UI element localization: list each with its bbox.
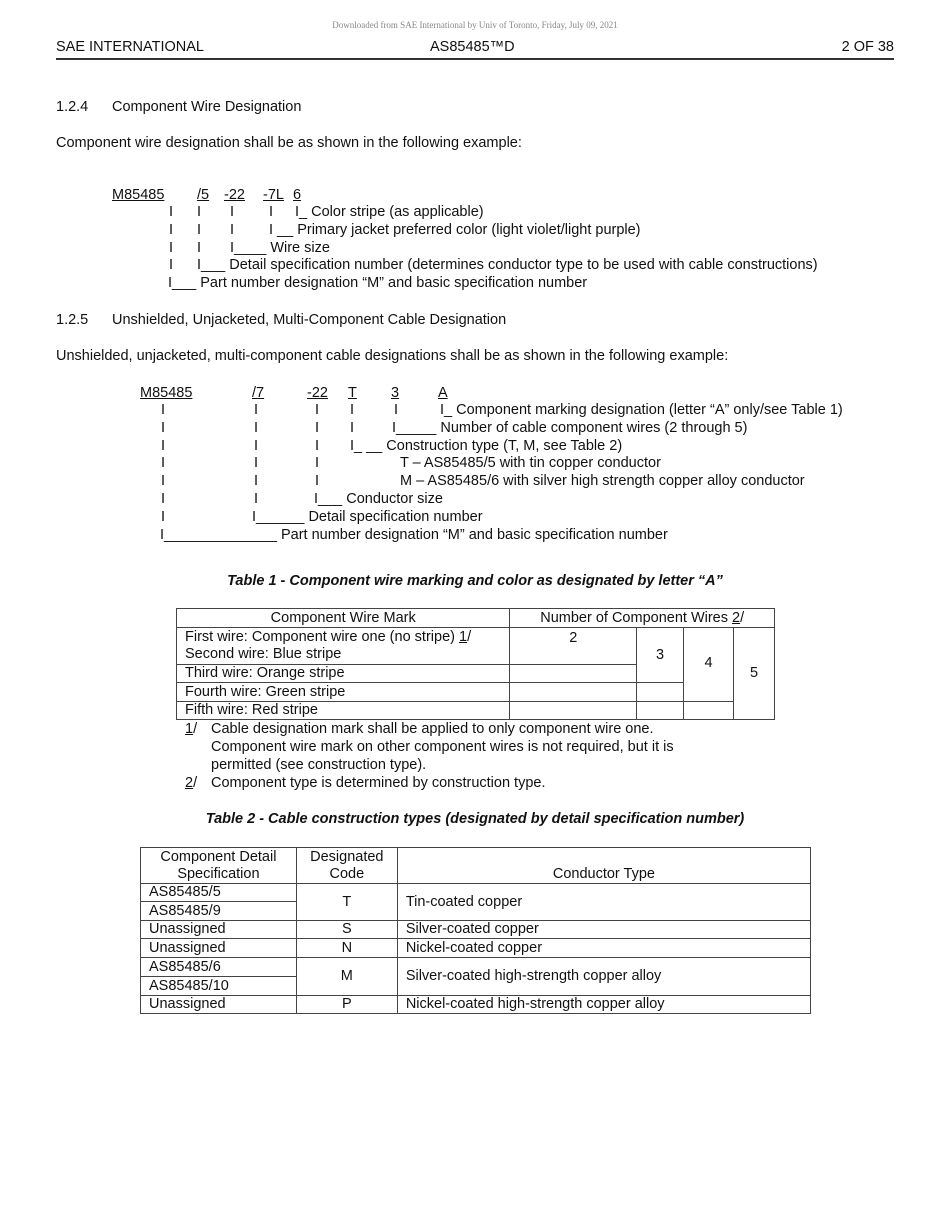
part-spec: /5 (197, 187, 210, 203)
header-page-number: 2 OF 38 (841, 39, 894, 55)
table2-caption: Table 2 - Cable construction types (designated by detail specification number) (205, 811, 745, 827)
pipe: I (315, 455, 320, 471)
table-cell: P (296, 996, 397, 1014)
header-publisher: SAE INTERNATIONAL (56, 39, 204, 55)
table-cell: S (296, 921, 397, 939)
pipe: I (394, 402, 399, 418)
table-cell: 5 (734, 628, 775, 720)
part-prefix: M85485 (112, 187, 165, 203)
pipe: I (161, 438, 166, 454)
pipe: I (161, 420, 166, 436)
table-cell-empty (510, 665, 637, 683)
table-cell-empty (684, 702, 734, 720)
legend-line: I______ Detail specification number (252, 509, 483, 525)
pipe: I (254, 473, 259, 489)
note-text: Component type is determined by construction type. (211, 775, 546, 791)
table2-cable-construction-types (140, 847, 811, 1014)
table-cell: T (296, 884, 397, 921)
legend-line: I __ Primary jacket preferred color (light violet/light purple) (269, 222, 641, 238)
table-cell: 3 (637, 628, 684, 683)
pipe: I (169, 204, 174, 220)
legend-line: I_ Component marking designation (letter “A” only/see Table 1) (440, 402, 843, 418)
table-row (177, 628, 775, 665)
pipe: I (197, 240, 202, 256)
table-header-row (141, 848, 811, 884)
table-row (141, 996, 811, 1014)
header-cell: Component Detail Specification (141, 848, 297, 884)
part-size: -22 (224, 187, 245, 203)
legend-line: I___ Detail specification number (determines conductor type to be used with cable constructions) (197, 257, 818, 273)
table1-component-wire-marking (176, 608, 775, 720)
note-text: permitted (see construction type). (211, 757, 427, 773)
table-cell: Unassigned (141, 921, 297, 939)
legend-line: I_____ Number of cable component wires (2 through 5) (392, 420, 748, 436)
pipe: I (254, 420, 259, 436)
pipe: I (161, 402, 166, 418)
pipe: I (254, 455, 259, 471)
legend-line: M – AS85485/6 with silver high strength copper alloy conductor (400, 473, 805, 489)
table-cell: Nickel-coated high-strength copper alloy (397, 996, 810, 1014)
pipe: I (230, 222, 235, 238)
pipe: I (169, 257, 174, 273)
table-cell: AS85485/9 (141, 902, 297, 921)
header-cell: Conductor Type (397, 848, 810, 884)
legend-line: I_ Color stripe (as applicable) (295, 204, 484, 220)
note-text: Cable designation mark shall be applied to only component wire one. (211, 721, 654, 737)
table-cell: Fifth wire: Red stripe (177, 702, 510, 720)
part-stripe: 6 (293, 187, 302, 203)
pipe: I (197, 222, 202, 238)
table-header-row (177, 609, 775, 628)
pipe: I (161, 509, 166, 525)
download-watermark: Downloaded from SAE International by Univ of Toronto, Friday, July 09, 2021 (332, 20, 618, 30)
table-cell: AS85485/6 (141, 958, 297, 977)
table-row (141, 884, 811, 902)
part-prefix: M85485 (140, 385, 193, 401)
section-intro-1-2-5: Unshielded, unjacketed, multi-component cable designations shall be as shown in the following example: (56, 348, 729, 364)
table-cell: Third wire: Orange stripe (177, 665, 510, 683)
part-size: -22 (307, 385, 328, 401)
table-cell: AS85485/5 (141, 884, 297, 902)
table-cell: N (296, 939, 397, 958)
section-intro-1-2-4: Component wire designation shall be as shown in the following example: (56, 135, 522, 151)
table-cell: Unassigned (141, 996, 297, 1014)
table-cell-empty (637, 702, 684, 720)
legend-line: T – AS85485/5 with tin copper conductor (400, 455, 661, 471)
part-spec: /7 (252, 385, 265, 401)
table-row (141, 958, 811, 977)
table-row (141, 921, 811, 939)
section-title-1-2-5: Unshielded, Unjacketed, Multi-Component Cable Designation (112, 312, 507, 328)
table-cell: M (296, 958, 397, 996)
note-marker: 1/ (185, 721, 198, 737)
pipe: I (161, 491, 166, 507)
legend-line: I______________ Part number designation “M” and basic specification number (160, 527, 668, 543)
section-number-1-2-5: 1.2.5 (56, 312, 89, 328)
pipe: I (169, 240, 174, 256)
table-row (177, 702, 775, 720)
table-row (141, 939, 811, 958)
pipe: I (169, 222, 174, 238)
header-doc-id: AS85485™D (430, 39, 515, 55)
legend-line: I____ Wire size (230, 240, 330, 256)
pipe: I (161, 473, 166, 489)
part-marking: A (438, 385, 448, 401)
header-cell: Designated Code (296, 848, 397, 884)
part-jacket: -7L (263, 187, 284, 203)
pipe: I (254, 438, 259, 454)
part-count: 3 (391, 385, 400, 401)
table-cell: AS85485/10 (141, 977, 297, 996)
note-marker: 2/ (185, 775, 198, 791)
part-construction: T (348, 385, 357, 401)
table-cell: 4 (684, 628, 734, 702)
table-cell: Unassigned (141, 939, 297, 958)
table-cell-empty (510, 683, 637, 702)
note-text: Component wire mark on other component wires is not required, but it is (211, 739, 674, 755)
legend-line: I_ __ Construction type (T, M, see Table 2) (350, 438, 623, 454)
table1-caption: Table 1 - Component wire marking and color as designated by letter “A” (227, 573, 723, 589)
pipe: I (230, 204, 235, 220)
pipe: I (315, 420, 320, 436)
table-cell: Tin-coated copper (397, 884, 810, 921)
section-title-1-2-4: Component Wire Designation (112, 99, 302, 115)
table-cell: First wire: Component wire one (no stripe) 1/ Second wire: Blue stripe (177, 628, 510, 665)
table-cell: Nickel-coated copper (397, 939, 810, 958)
pipe: I (269, 204, 274, 220)
table-cell: Fourth wire: Green stripe (177, 683, 510, 702)
pipe: I (350, 420, 355, 436)
header-rule (56, 58, 894, 60)
table-cell-empty (510, 702, 637, 720)
pipe: I (315, 402, 320, 418)
header-cell: Component Wire Mark (177, 609, 510, 628)
pipe: I (161, 455, 166, 471)
header-cell: Number of Component Wires 2/ (510, 609, 775, 628)
legend-line: I___ Part number designation “M” and basic specification number (168, 275, 588, 291)
table-cell: 2 (510, 628, 637, 665)
pipe: I (315, 438, 320, 454)
pipe: I (254, 491, 259, 507)
table-cell: Silver-coated high-strength copper alloy (397, 958, 810, 996)
table-cell-empty (637, 683, 684, 702)
section-number-1-2-4: 1.2.4 (56, 99, 89, 115)
pipe: I (197, 204, 202, 220)
pipe: I (315, 473, 320, 489)
table-cell: Silver-coated copper (397, 921, 810, 939)
pipe: I (350, 402, 355, 418)
pipe: I (254, 402, 259, 418)
legend-line: I___ Conductor size (314, 491, 443, 507)
